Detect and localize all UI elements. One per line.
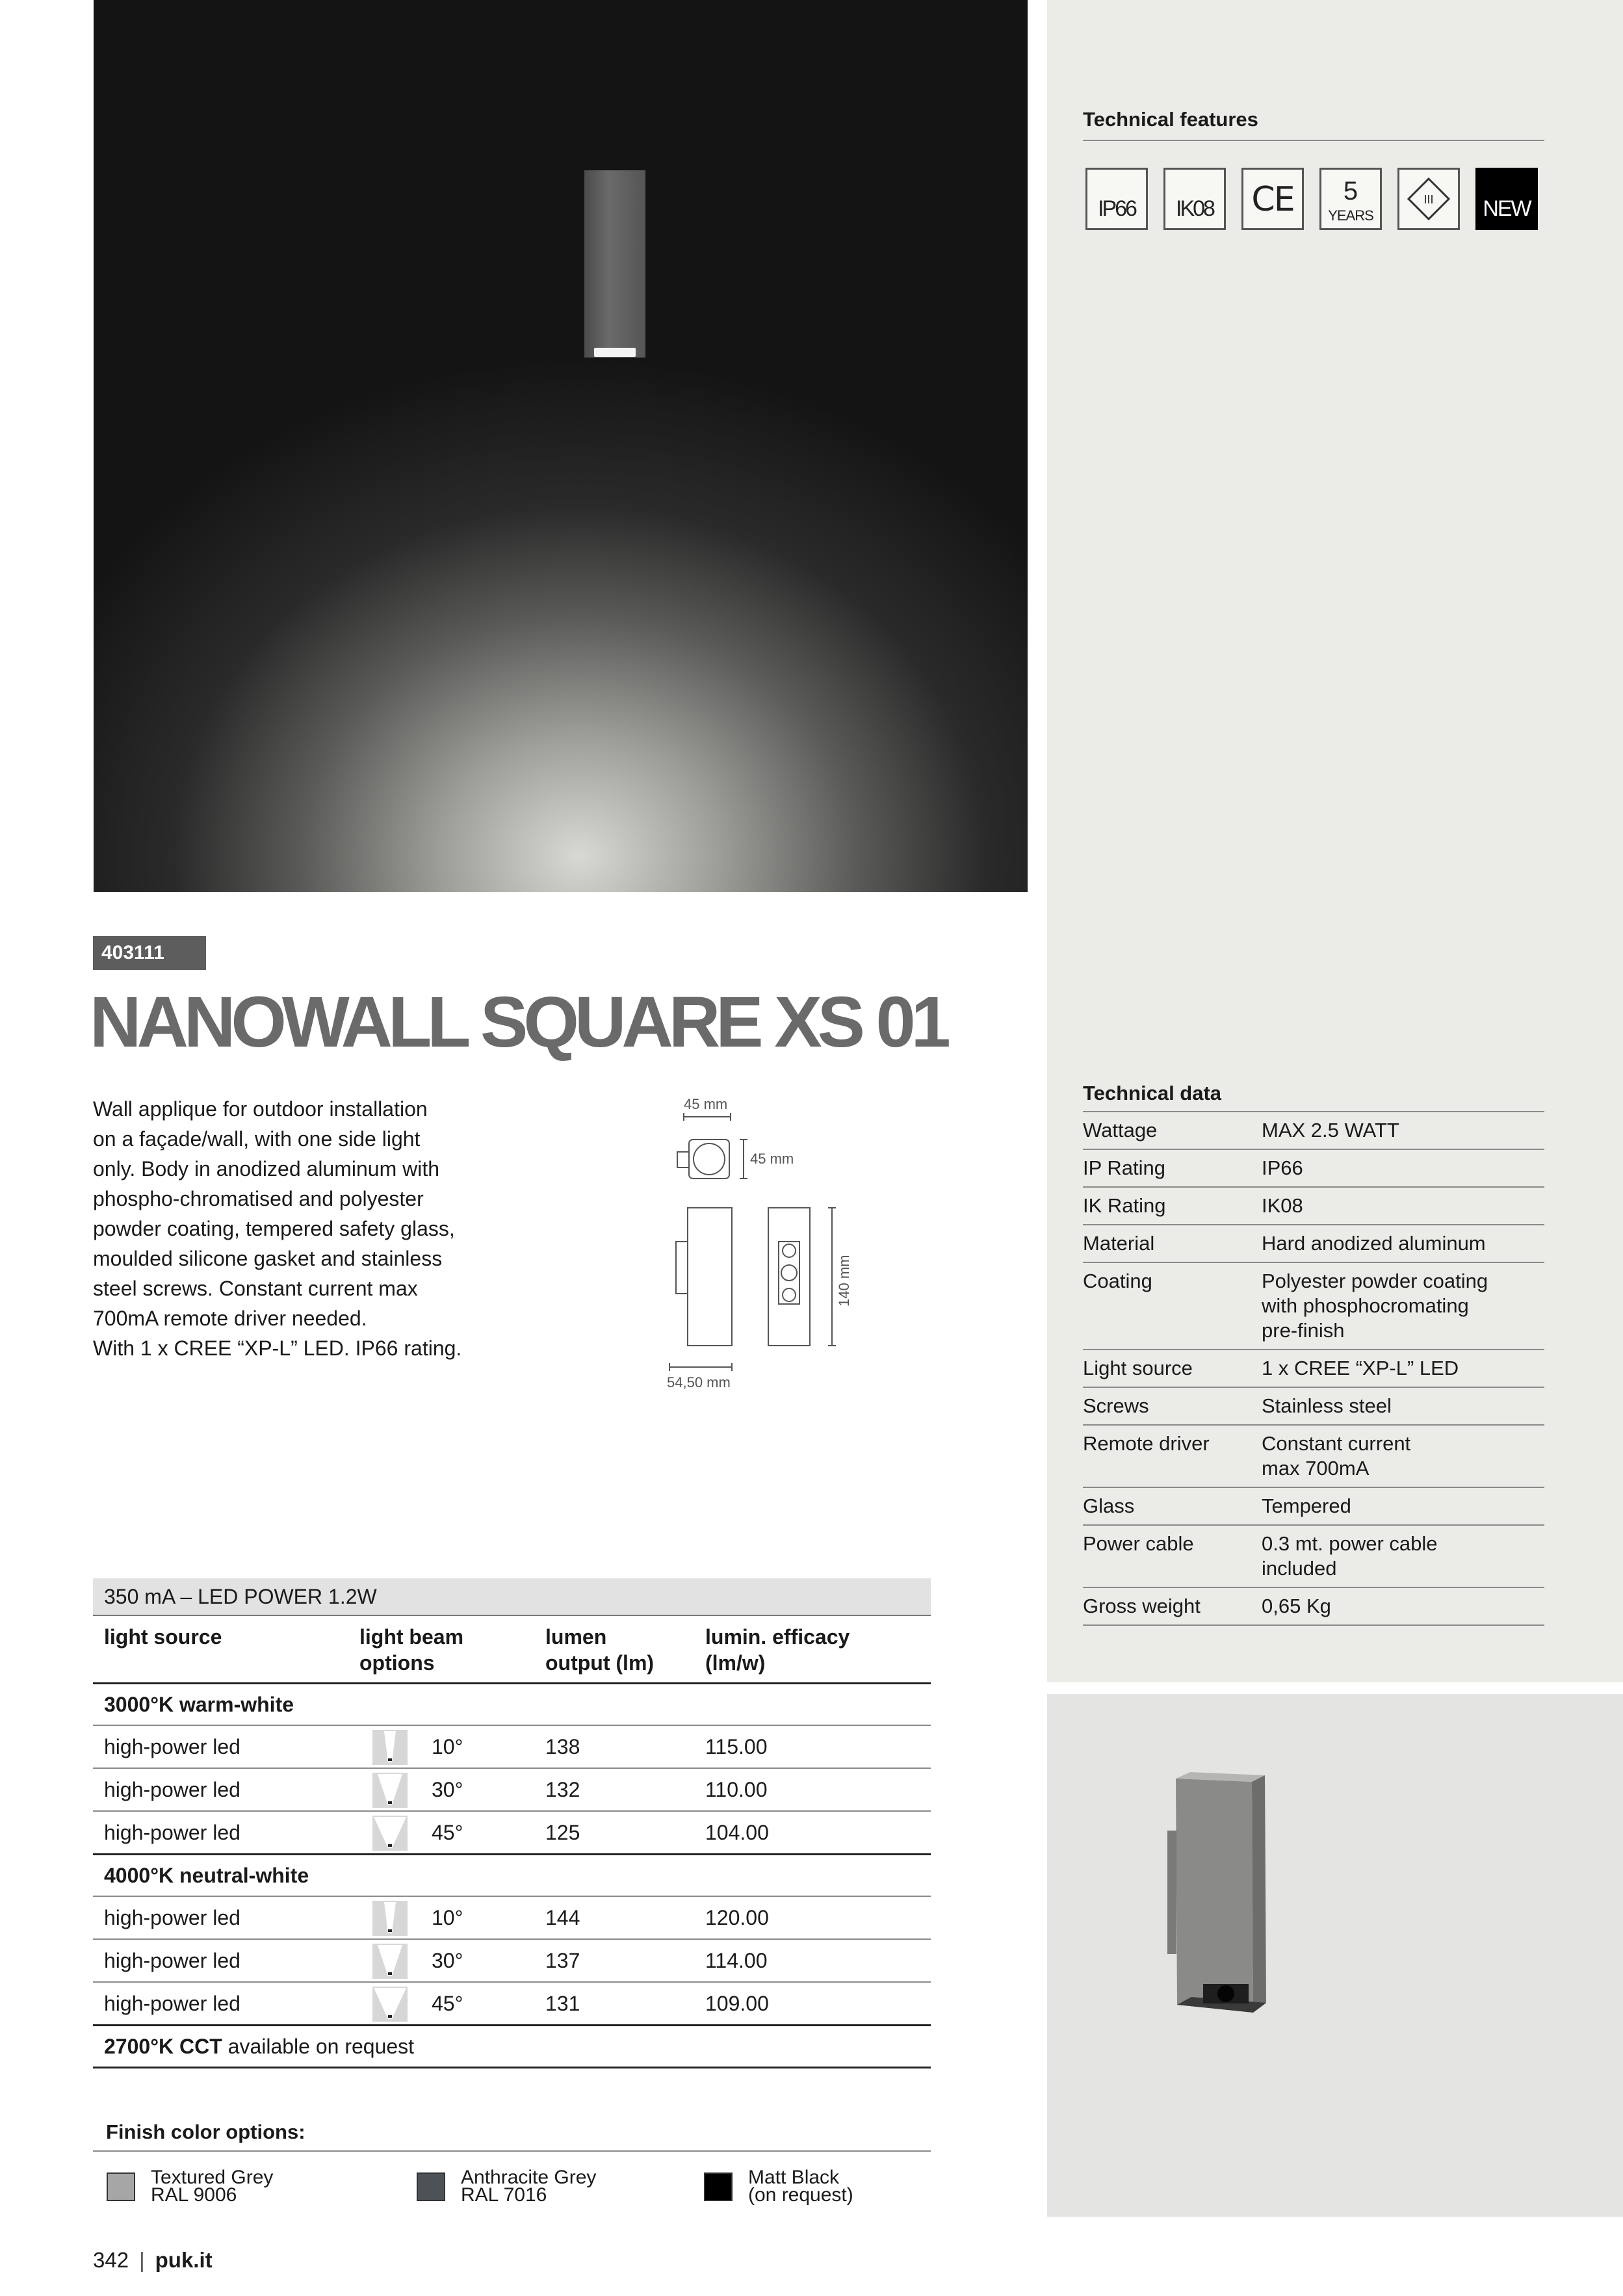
description-line: moulded silicone gasket and stainless [93,1247,443,1270]
product-photo [1047,1694,1623,2217]
page-number: 342 [93,2248,129,2272]
beam-angle-value: 10° [432,1906,463,1929]
dim-width-bottom: 54,50 mm [667,1374,731,1390]
dimension-drawing [650,1092,884,1398]
color-swatch [704,2172,733,2201]
description-line: phospho-chromatised and polyester [93,1187,424,1210]
technical-data-value: 0.3 mt. power cable included [1262,1532,1438,1580]
color-temperature-group: 3000°K warm-white [93,1684,931,1726]
site-link[interactable]: puk.it [155,2248,213,2272]
performance-header-row [93,1616,931,1684]
dim-width-top: 45 mm [684,1096,728,1112]
beam-angle-value: 30° [432,1778,463,1801]
cell-light-beam [359,1769,545,1810]
beam-angle-icon [372,1987,408,2022]
table-row [93,1812,931,1855]
cell-light-source: high-power led [104,1906,240,1929]
beam-angle-icon [372,1901,408,1936]
cell-light-source: high-power led [104,1778,240,1801]
beam-angle-icon [372,1730,408,1765]
technical-data-row [1083,1526,1544,1588]
performance-footnote: 2700°K CCT available on request [93,2026,931,2068]
cell-lumen-output: 138 [545,1735,580,1758]
class-iii-icon: III [1397,168,1460,230]
technical-data-label: Gross weight [1083,1595,1201,1617]
cell-light-source: high-power led [104,1992,240,2015]
header-lumen: lumen output (lm) [545,1625,655,1675]
product-photo-panel [1047,1694,1623,2217]
footer-separator: | [139,2248,145,2272]
feature-badges [1085,168,1547,233]
beam-led-dot [388,1929,392,1932]
beam-angle-icon [372,1816,408,1851]
cell-light-beam [359,1897,545,1938]
divider [1083,140,1544,141]
technical-data-row [1083,1263,1544,1350]
technical-data-row [1083,1350,1544,1388]
technical-data-row [1083,1488,1544,1526]
dim-depth-top: 45 mm [750,1151,794,1167]
technical-data-label: IK Rating [1083,1194,1166,1217]
technical-features-title: Technical features [1083,108,1258,131]
beam-led-dot [388,1758,392,1761]
beam-led-dot [388,2015,392,2018]
beam-angle-icon [372,1944,408,1979]
description-line: on a façade/wall, with one side light [93,1127,421,1151]
table-row [93,1940,931,1983]
technical-data-value: Constant current max 700mA [1262,1432,1411,1480]
technical-data-row [1083,1225,1544,1263]
beam-angle-icon [372,1773,408,1808]
description-line: With 1 x CREE “XP-L” LED. IP66 rating. [93,1337,462,1360]
cell-efficacy: 110.00 [705,1778,768,1801]
technical-data-label: Light source [1083,1357,1193,1379]
beam-angle-value: 45° [432,1992,463,2015]
description-line: only. Body in anodized aluminum with [93,1157,440,1181]
cell-light-beam [359,1940,545,1981]
hero-photo [94,0,1028,892]
new-icon: NEW [1475,168,1538,230]
cell-light-beam [359,1812,545,1853]
color-temperature-group: 4000°K neutral-white [93,1855,931,1897]
performance-band: 350 mA – LED POWER 1.2W [93,1578,931,1616]
technical-data-value: Hard anodized aluminum [1262,1232,1486,1255]
cell-light-beam [359,1726,545,1768]
beam-led-dot [388,1801,392,1804]
cell-efficacy: 114.00 [705,1949,768,1972]
table-row [93,1769,931,1812]
product-title: NANOWALL SQUARE XS 01 [90,982,946,1062]
technical-data-value: 1 x CREE “XP-L” LED [1262,1357,1459,1379]
beam-angle-value: 30° [432,1949,463,1972]
performance-table [93,1578,931,2068]
beam-angle-value: 45° [432,1821,463,1844]
cell-efficacy: 109.00 [705,1992,769,2015]
technical-data-label: Material [1083,1232,1155,1255]
beam-led-dot [388,1972,392,1975]
technical-data-label: IP Rating [1083,1156,1165,1179]
ik08-icon: IK08 [1163,168,1226,230]
technical-data-value: MAX 2.5 WATT [1262,1119,1399,1141]
product-code-badge: 403111 [93,936,206,970]
technical-data-row [1083,1112,1544,1150]
technical-data-value: 0,65 Kg [1262,1595,1331,1617]
cell-light-source: high-power led [104,1949,240,1972]
cell-efficacy: 104.00 [705,1821,769,1844]
cell-lumen-output: 125 [545,1821,580,1844]
color-swatch [107,2172,135,2201]
table-row [93,1983,931,2026]
technical-data-table [1083,1112,1544,1626]
description-line: Wall applique for outdoor installation [93,1097,428,1121]
technical-data-value: Stainless steel [1262,1394,1392,1417]
technical-data-row [1083,1588,1544,1626]
technical-data-value: Tempered [1262,1494,1351,1517]
description-line: steel screws. Constant current max [93,1277,418,1300]
technical-data-value: IK08 [1262,1194,1303,1217]
ip66-icon: IP66 [1085,168,1148,230]
technical-data-row [1083,1426,1544,1488]
ce-mark-icon: CE [1241,168,1304,230]
table-row [93,1897,931,1940]
description-line: 700mA remote driver needed. [93,1307,367,1330]
cell-light-source: high-power led [104,1821,240,1844]
color-swatch [417,2172,445,2201]
header-light-source: light source [104,1625,222,1649]
cell-efficacy: 115.00 [705,1735,768,1758]
cell-light-source: high-power led [104,1735,240,1758]
cell-light-beam [359,1983,545,2024]
technical-data-label: Power cable [1083,1532,1194,1555]
table-row [93,1726,931,1769]
technical-data-label: Screws [1083,1394,1149,1417]
dim-height: 140 mm [836,1255,852,1307]
header-light-beam: light beam options [359,1625,464,1675]
technical-data-value: Polyester powder coating with phosphocromating pre-finish [1262,1270,1488,1342]
technical-data-label: Coating [1083,1270,1152,1292]
technical-data-row [1083,1388,1544,1426]
description-line: powder coating, tempered safety glass, [93,1217,455,1240]
technical-data-row [1083,1150,1544,1188]
technical-data-row [1083,1188,1544,1225]
product-description [93,1094,548,1363]
cell-lumen-output: 131 [545,1992,580,2015]
technical-data-value: IP66 [1262,1156,1303,1179]
technical-data-label: Wattage [1083,1119,1158,1141]
cell-lumen-output: 137 [545,1949,580,1972]
beam-led-dot [388,1844,392,1847]
technical-data-title: Technical data [1083,1082,1222,1104]
technical-data-label: Remote driver [1083,1432,1210,1455]
hero-fixture-light [594,348,636,357]
cell-efficacy: 120.00 [705,1906,769,1929]
finish-title: Finish color options: [93,2114,931,2152]
header-efficacy: lumin. efficacy (lm/w) [705,1625,850,1675]
page-footer [93,2248,213,2273]
beam-angle-value: 10° [432,1735,463,1758]
cell-lumen-output: 132 [545,1778,580,1801]
hero-fixture [584,170,645,358]
finish-options: Finish color options: Textured Grey RAL 9006 Anthracite Grey RAL 7016 Matt Black (on request) [93,2114,931,2152]
warranty-5-years-icon: 5 YEARS [1319,168,1382,230]
cell-lumen-output: 144 [545,1906,580,1929]
technical-data-label: Glass [1083,1494,1135,1517]
